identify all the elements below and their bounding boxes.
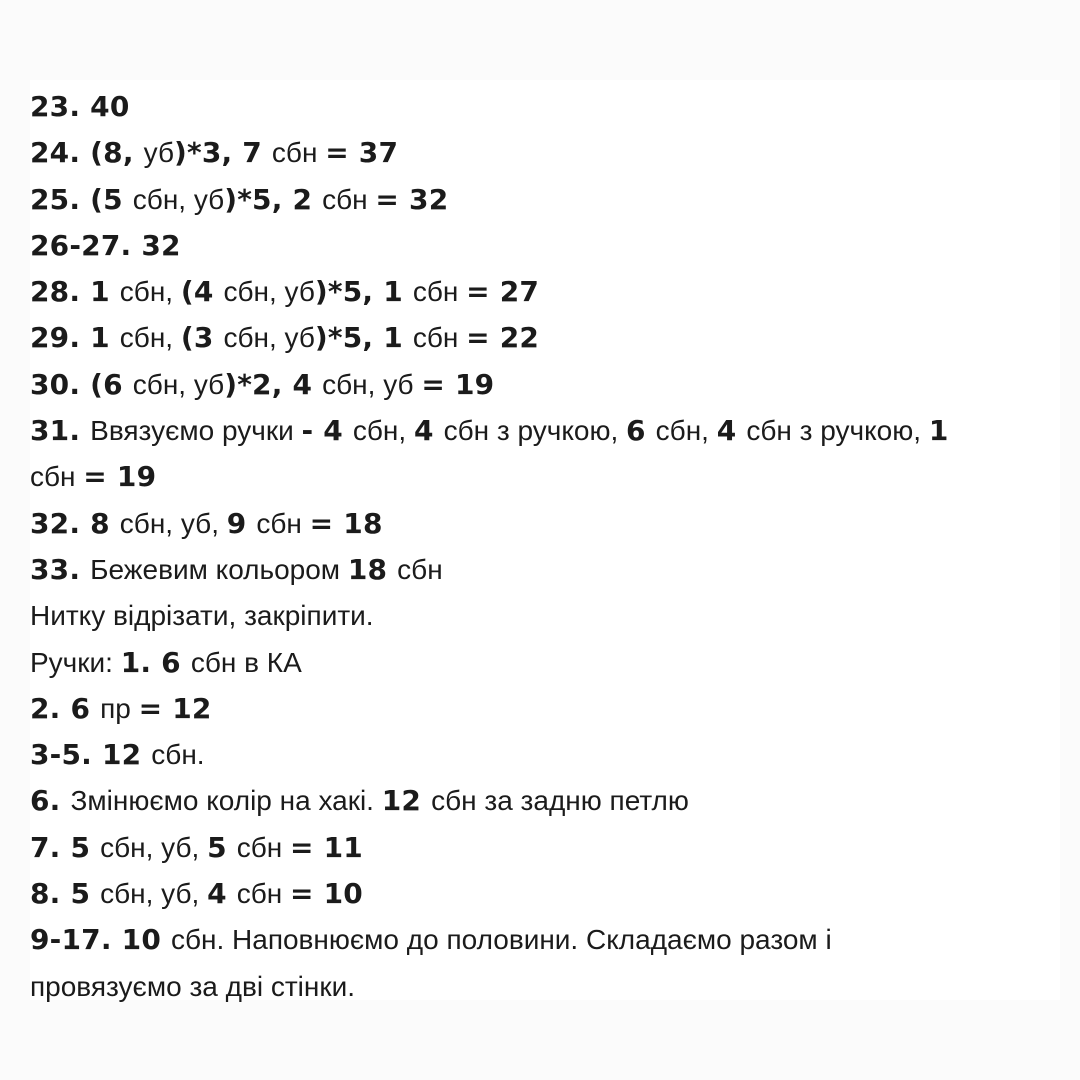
text-segment: сбн за задню петлю	[431, 785, 689, 817]
text-segment: сбн	[236, 878, 290, 910]
bold-segment: 33.	[30, 552, 91, 586]
pattern-line	[30, 593, 1060, 639]
bold-segment: = 22	[466, 321, 540, 355]
text-segment: Бежевим кольором	[90, 553, 348, 585]
pattern-line	[30, 130, 1060, 176]
bold-segment: 1. 6	[120, 645, 191, 679]
bold-segment: )*5, 2	[224, 182, 323, 216]
pattern-line	[30, 501, 1060, 547]
pattern-line	[30, 223, 1060, 269]
pattern-line	[30, 362, 1060, 408]
pattern-line	[30, 825, 1060, 871]
bold-segment: 9	[226, 506, 257, 540]
text-segment: сбн	[397, 553, 443, 585]
bold-segment: 12	[381, 784, 432, 818]
bold-segment: 4	[207, 877, 237, 911]
text-segment: пр	[100, 692, 139, 724]
text-segment: сбн,	[352, 415, 414, 447]
text-segment: сбн з ручкою,	[443, 415, 627, 447]
text-segment: сбн	[322, 183, 376, 215]
bold-segment: 6.	[30, 784, 71, 818]
bold-segment: 4	[716, 414, 747, 448]
bold-segment: 2. 6	[30, 691, 101, 725]
text-segment: сбн, уб	[132, 368, 225, 400]
bold-segment: = 10	[290, 877, 363, 911]
bold-segment: 5	[207, 830, 237, 864]
bold-segment: = 19	[421, 367, 495, 401]
pattern-line	[30, 640, 1060, 686]
bold-segment: (4	[180, 275, 224, 309]
pattern-line	[30, 315, 1060, 361]
pattern-line	[30, 964, 1060, 1010]
bold-segment: 8. 5	[30, 877, 101, 911]
pattern-line	[30, 778, 1060, 824]
bold-segment: 29. 1	[30, 321, 120, 355]
text-segment: сбн	[30, 461, 84, 493]
bold-segment: = 11	[290, 830, 363, 864]
bold-segment: 24. (8,	[30, 136, 144, 170]
text-segment: сбн,	[119, 322, 181, 354]
text-segment: Ручки:	[30, 646, 121, 678]
text-segment: сбн	[412, 276, 467, 308]
pattern-line	[30, 269, 1060, 315]
text-segment: Ввязуємо ручки	[90, 415, 302, 447]
bold-segment: = 12	[138, 691, 212, 725]
bold-segment: 3-5. 12	[30, 738, 152, 772]
text-segment: сбн з ручкою,	[746, 415, 929, 447]
bold-segment: = 32	[375, 182, 449, 216]
bold-segment: 31.	[30, 414, 91, 448]
pattern-line	[30, 871, 1060, 917]
bold-segment: 23. 40	[30, 90, 130, 123]
pattern-line	[30, 732, 1060, 778]
text-segment: сбн. Наповнюємо до половини. Складаємо разом і	[170, 924, 832, 956]
bold-segment: 1	[928, 414, 949, 448]
text-segment: сбн, уб	[322, 368, 422, 400]
text-segment: сбн, уб,	[100, 831, 208, 863]
pattern-line	[30, 84, 1060, 130]
text-segment: сбн, уб,	[119, 507, 227, 539]
text-segment: сбн.	[151, 739, 205, 771]
bold-segment: )*5, 1	[314, 321, 413, 355]
bold-segment: 30. (6	[30, 367, 133, 401]
bold-segment: 32. 8	[30, 506, 120, 540]
bold-segment: )*2, 4	[224, 367, 323, 401]
bold-segment: 6	[626, 414, 656, 448]
bold-segment: 25. (5	[30, 182, 133, 216]
bold-segment: 18	[347, 552, 398, 586]
text-segment: сбн	[271, 137, 326, 169]
bold-segment: = 27	[466, 275, 540, 309]
bold-segment: 7. 5	[30, 830, 101, 864]
bold-segment: 26-27. 32	[30, 228, 181, 262]
bold-segment: )*3, 7	[173, 136, 272, 170]
text-segment: провязуємо за дві стінки.	[30, 970, 356, 1002]
text-segment: сбн	[236, 831, 290, 863]
pattern-line	[30, 686, 1060, 732]
bold-segment: (3	[180, 321, 224, 355]
text-segment: сбн, уб	[223, 276, 315, 308]
bold-segment: 9-17. 10	[30, 923, 171, 957]
text-segment: уб	[143, 137, 174, 169]
pattern-line	[30, 917, 1060, 963]
pattern-line	[30, 408, 1060, 454]
text-segment: Змінюємо колір на хакі.	[70, 785, 382, 817]
text-segment: сбн	[412, 322, 467, 354]
bold-segment: - 4	[301, 414, 353, 448]
text-segment: Нитку відрізати, закріпити.	[30, 600, 374, 632]
bold-segment: = 18	[309, 506, 383, 540]
bold-segment: 4	[413, 414, 444, 448]
text-segment: сбн, уб	[132, 183, 225, 215]
pattern-line	[30, 547, 1060, 593]
pattern-line	[30, 454, 1060, 500]
bold-segment: )*5, 1	[314, 275, 413, 309]
bold-segment: = 19	[83, 460, 157, 494]
text-segment: сбн,	[119, 276, 181, 308]
text-segment: сбн	[256, 507, 310, 539]
bold-segment: 28. 1	[30, 275, 120, 309]
text-segment: сбн, уб	[223, 322, 315, 354]
text-segment: сбн, уб,	[100, 878, 208, 910]
text-segment: сбн в КА	[190, 646, 302, 678]
text-segment: сбн,	[655, 415, 717, 447]
pattern-text	[30, 84, 1060, 1010]
bold-segment: = 37	[325, 136, 399, 170]
pattern-line	[30, 177, 1060, 223]
